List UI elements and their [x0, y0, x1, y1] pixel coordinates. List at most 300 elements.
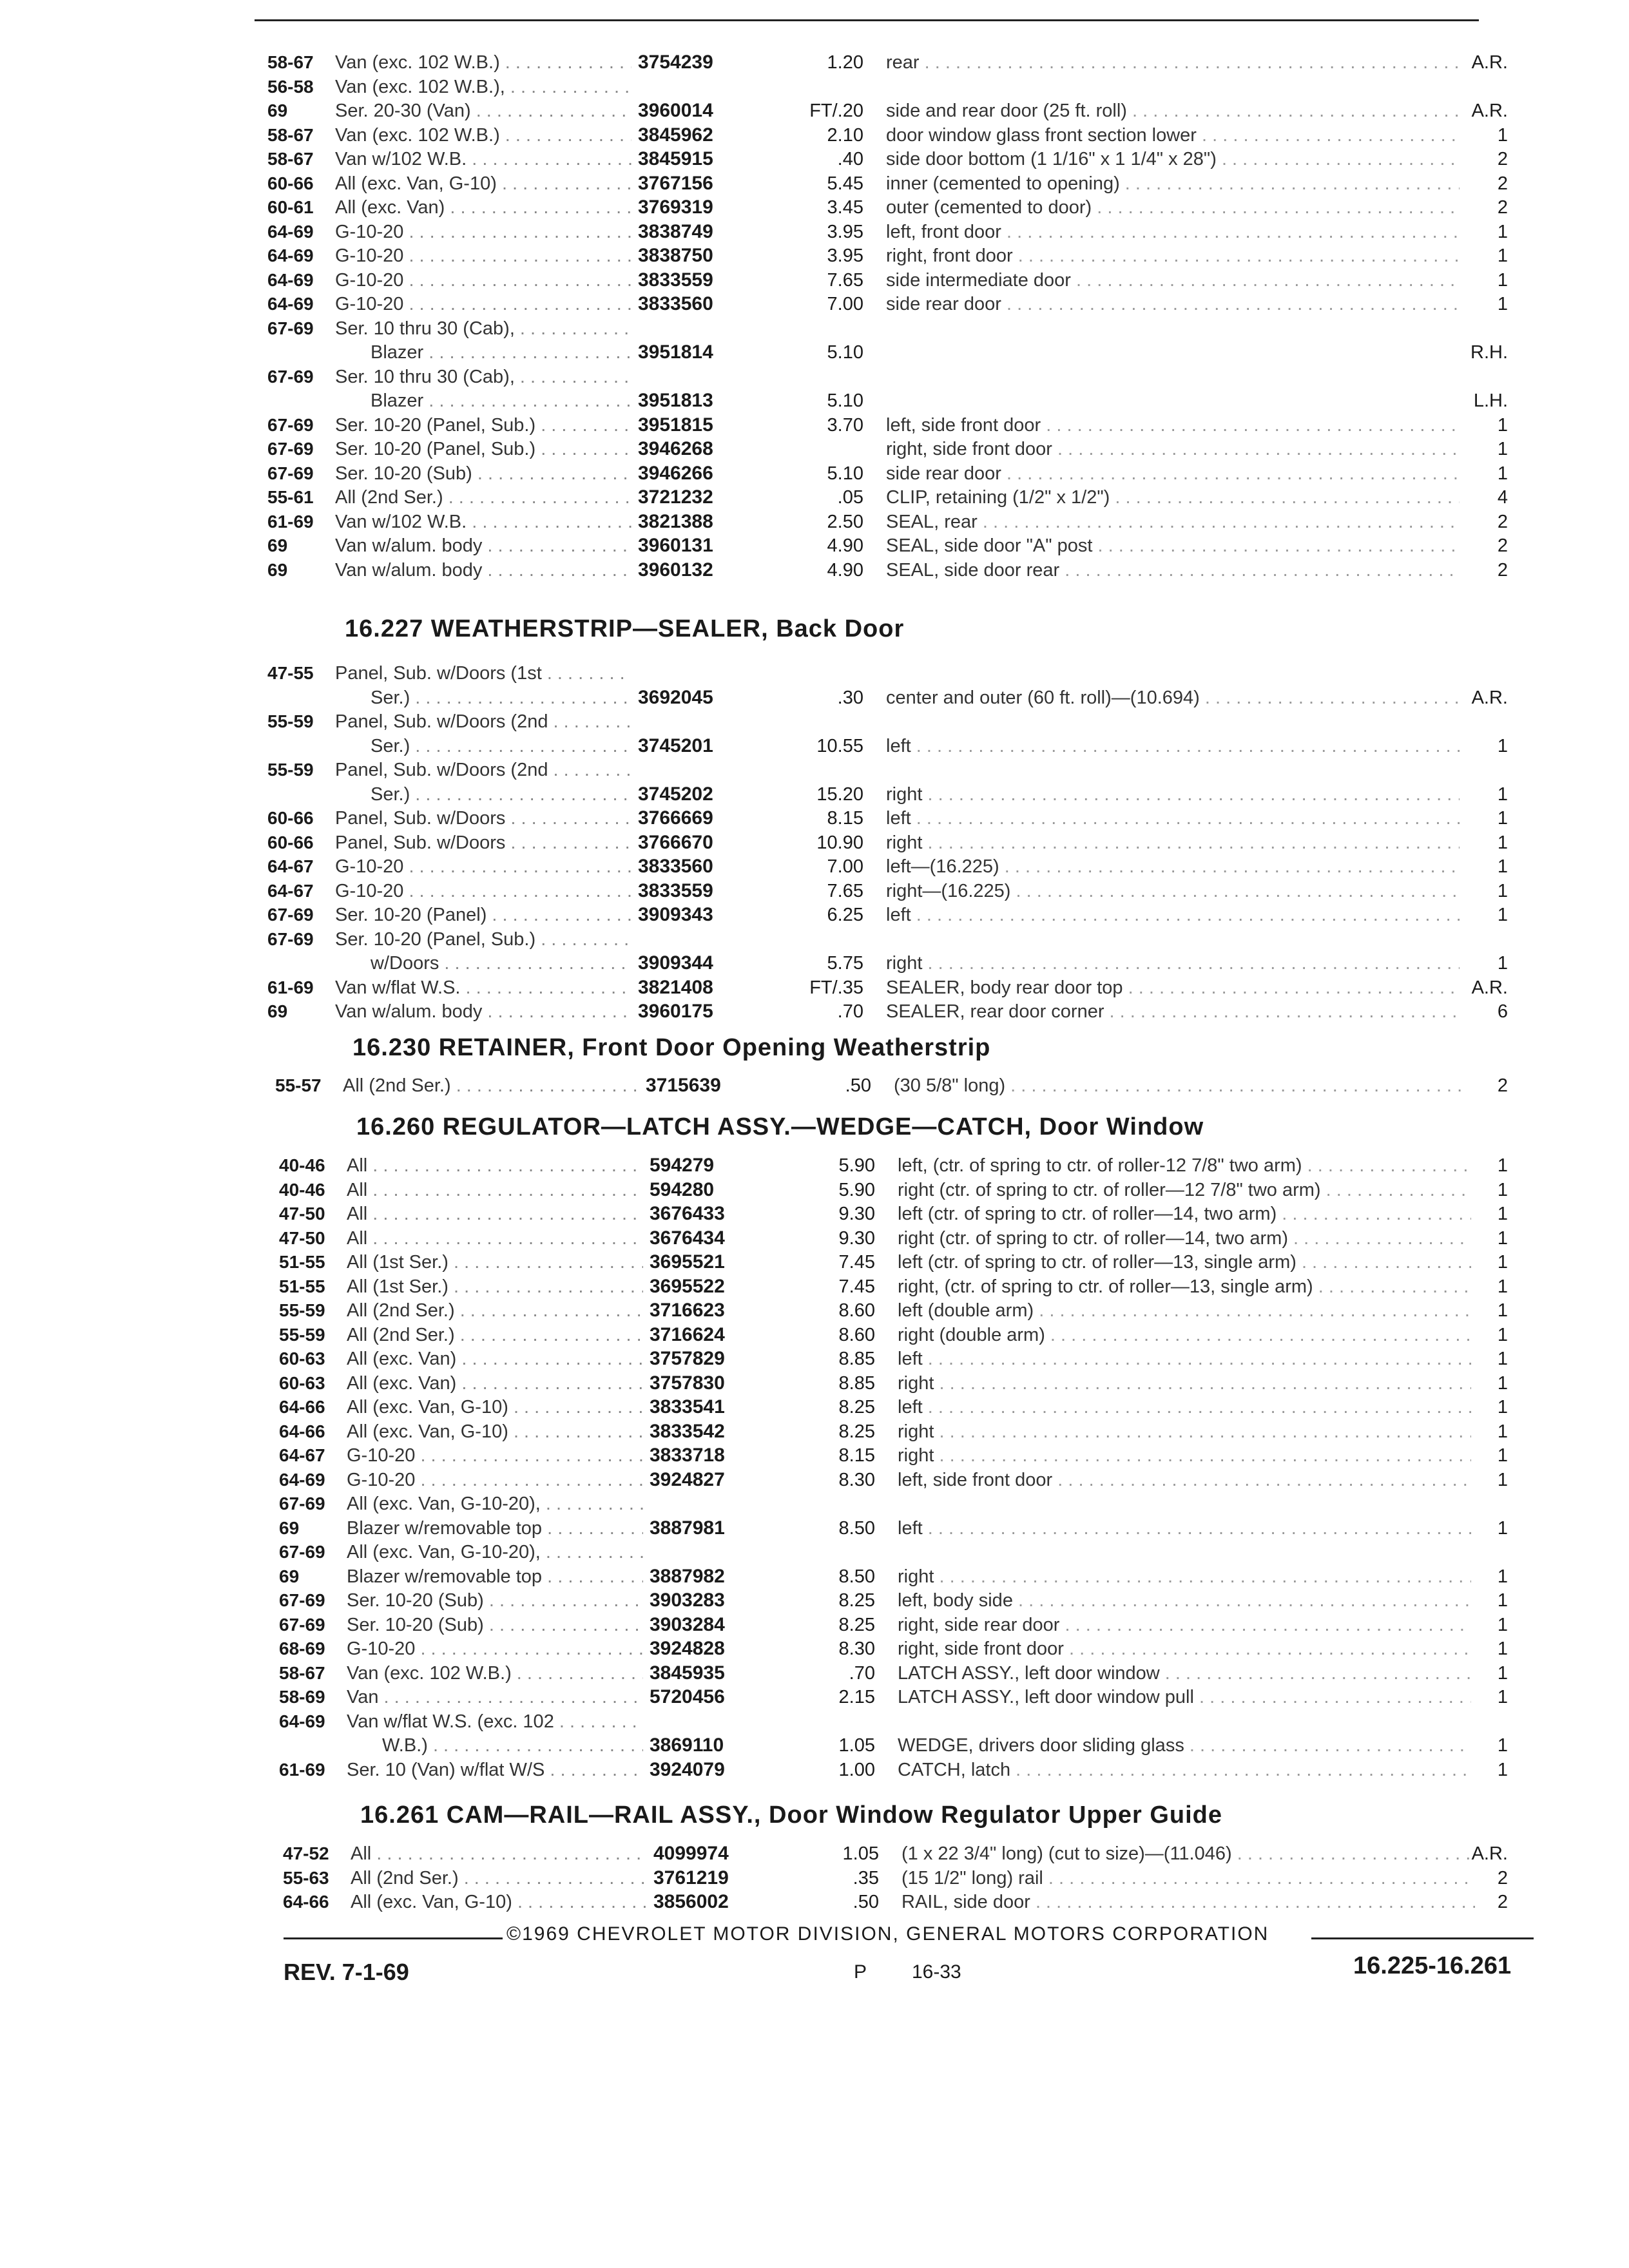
table-row	[0, 783, 1547, 805]
part-number: 3754239	[638, 52, 713, 73]
quantity: 1	[1497, 808, 1508, 829]
year-range: 67-69	[267, 415, 314, 435]
model-application: Panel, Sub. w/Doors . . .	[335, 832, 631, 854]
part-number: 3821388	[638, 511, 713, 532]
model-application: All (1st Ser.) . . .	[347, 1251, 643, 1273]
model-application: All (exc. Van, G-10) . . .	[347, 1421, 643, 1443]
table-row	[0, 1711, 1547, 1733]
model-application: Ser. 10-20 (Panel, Sub.) . . .	[335, 928, 631, 950]
year-range: 47-50	[279, 1204, 325, 1224]
list-price: 8.85	[838, 1349, 875, 1369]
part-description: left (ctr. of spring to ctr. of roller—13, single arm) . . .	[898, 1251, 1471, 1273]
list-price: .35	[853, 1868, 879, 1888]
part-number: 3769319	[638, 197, 713, 218]
part-number: 3745202	[638, 783, 713, 805]
table-row	[0, 486, 1547, 508]
table-row	[0, 1324, 1547, 1346]
part-number: 3960131	[638, 535, 713, 556]
list-price: 7.45	[838, 1252, 875, 1273]
table-row	[0, 1421, 1547, 1443]
model-application: Van w/alum. body . . .	[335, 1001, 631, 1023]
part-number: 4099974	[653, 1843, 729, 1864]
quantity: 1	[1497, 953, 1508, 974]
part-description: left, side front door . . .	[898, 1469, 1471, 1491]
list-price: 5.75	[827, 953, 863, 974]
year-range: 55-59	[279, 1300, 325, 1320]
list-price: 5.45	[827, 173, 863, 194]
part-description: left . . .	[898, 1348, 1471, 1370]
footer-rule-left	[284, 1937, 503, 1939]
part-number: 3887981	[650, 1517, 725, 1539]
table-row	[0, 1493, 1547, 1515]
model-application: All (2nd Ser.) . . .	[351, 1867, 647, 1889]
model-application: All (2nd Ser.) . . .	[343, 1075, 639, 1097]
list-price: .70	[837, 1001, 863, 1022]
table-row	[0, 687, 1547, 709]
year-range: 55-63	[283, 1868, 329, 1888]
table-row	[0, 390, 1547, 412]
part-number: 3845915	[638, 148, 713, 169]
part-description: WEDGE, drivers door sliding glass . . .	[898, 1735, 1471, 1756]
part-number: 5720456	[650, 1686, 725, 1707]
quantity: R.H.	[1470, 342, 1508, 363]
table-row	[0, 245, 1547, 267]
part-description: right, (ctr. of spring to ctr. of roller—13, single arm) . . .	[898, 1276, 1471, 1298]
list-price: 10.55	[816, 736, 863, 756]
model-application: G-10-20 . . .	[335, 293, 631, 315]
year-range: 40-46	[279, 1155, 325, 1175]
part-description: right, side front door . . .	[886, 438, 1460, 460]
year-range: 69	[267, 560, 288, 580]
model-application: All . . .	[347, 1155, 643, 1177]
quantity: 2	[1497, 560, 1508, 581]
quantity: A.R.	[1471, 101, 1508, 121]
part-number: 3676434	[650, 1227, 725, 1249]
table-row	[0, 928, 1547, 950]
quantity: L.H.	[1473, 390, 1508, 411]
part-description: RAIL, side door . . .	[901, 1891, 1475, 1913]
list-price: 4.90	[827, 560, 863, 581]
quantity: A.R.	[1471, 687, 1508, 708]
year-range: 60-66	[267, 808, 314, 828]
table-row	[0, 1566, 1547, 1588]
page-letter: P	[854, 1961, 867, 1983]
table-row	[0, 1348, 1547, 1370]
quantity: 1	[1497, 245, 1508, 266]
year-range: 51-55	[279, 1252, 325, 1272]
part-number: 3833542	[650, 1421, 725, 1442]
quantity: A.R.	[1471, 1843, 1508, 1864]
table-row	[0, 1445, 1547, 1466]
quantity: 4	[1497, 487, 1508, 508]
year-range: 60-63	[279, 1349, 325, 1369]
quantity: 1	[1497, 1397, 1508, 1418]
quantity: 1	[1497, 1663, 1508, 1684]
top-rule	[255, 19, 1479, 21]
year-range: 64-67	[267, 881, 314, 901]
year-range: 55-59	[279, 1325, 325, 1345]
part-description: (30 5/8" long) . . .	[894, 1075, 1467, 1097]
part-description: left . . .	[886, 735, 1460, 757]
part-description: inner (cemented to opening) . . .	[886, 173, 1460, 195]
year-range: 58-69	[279, 1687, 325, 1707]
list-price: 9.30	[838, 1228, 875, 1249]
quantity: 1	[1497, 1639, 1508, 1659]
part-description: LATCH ASSY., left door window . . .	[898, 1662, 1471, 1684]
part-number: 3951815	[638, 414, 713, 436]
list-price: .70	[849, 1663, 875, 1684]
part-description: left . . .	[898, 1517, 1471, 1539]
year-range: 67-69	[267, 318, 314, 338]
list-price: .30	[837, 687, 863, 708]
part-description: SEAL, side door rear . . .	[886, 559, 1460, 581]
model-application: W.B.) . . .	[382, 1735, 643, 1756]
quantity: A.R.	[1471, 52, 1508, 73]
quantity: 6	[1497, 1001, 1508, 1022]
list-price: 9.30	[838, 1204, 875, 1224]
part-number: 3761219	[653, 1867, 729, 1888]
list-price: 1.05	[842, 1843, 879, 1864]
list-price: 5.90	[838, 1155, 875, 1176]
table-row	[0, 662, 1547, 684]
table-row	[0, 559, 1547, 581]
part-description: side intermediate door . . .	[886, 269, 1460, 291]
model-application: Ser. 10-20 (Sub) . . .	[347, 1590, 643, 1611]
part-description: SEAL, rear . . .	[886, 511, 1460, 533]
year-range: 64-66	[283, 1892, 329, 1912]
quantity: 1	[1497, 415, 1508, 436]
part-description: left . . .	[886, 807, 1460, 829]
year-range: 69	[267, 535, 288, 555]
model-application: Ser.) . . .	[371, 735, 631, 757]
list-price: 4.90	[827, 535, 863, 556]
list-price: 8.30	[838, 1470, 875, 1490]
list-price: 3.45	[827, 197, 863, 218]
year-range: 55-59	[267, 711, 314, 731]
list-price: 2.15	[838, 1687, 875, 1707]
part-number: 3960014	[638, 100, 713, 121]
quantity: 1	[1497, 1615, 1508, 1635]
year-range: 67-69	[267, 439, 314, 459]
quantity: 1	[1497, 463, 1508, 484]
list-price: 8.60	[838, 1325, 875, 1345]
model-application: Ser. 10-20 (Sub) . . .	[347, 1614, 643, 1636]
quantity: 1	[1497, 294, 1508, 314]
model-application: Ser. 10 thru 30 (Cab), . . .	[335, 318, 631, 340]
quantity: 2	[1497, 173, 1508, 194]
table-row	[0, 880, 1547, 902]
model-application: Ser. 10-20 (Panel, Sub.) . . .	[335, 438, 631, 460]
table-row	[0, 1735, 1547, 1756]
table-row	[0, 1517, 1547, 1539]
year-range: 61-69	[267, 977, 314, 997]
section-heading: 16.260 REGULATOR—LATCH ASSY.—WEDGE—CATCH, Door Window	[356, 1113, 1204, 1140]
table-row	[0, 148, 1547, 170]
list-price: 8.25	[838, 1615, 875, 1635]
part-number: 3951813	[638, 390, 713, 411]
model-application: Van (exc. 102 W.B.), . . .	[335, 76, 631, 98]
part-description: left (double arm) . . .	[898, 1300, 1471, 1321]
table-row	[0, 1396, 1547, 1418]
part-description: left—(16.225) . . .	[886, 856, 1460, 878]
table-row	[0, 535, 1547, 557]
part-description: door window glass front section lower . . .	[886, 124, 1460, 146]
model-application: All . . .	[347, 1203, 643, 1225]
table-row	[0, 100, 1547, 122]
model-application: w/Doors . . .	[371, 952, 631, 974]
model-application: G-10-20 . . .	[335, 245, 631, 267]
quantity: 2	[1497, 1868, 1508, 1888]
year-range: 58-67	[267, 125, 314, 145]
year-range: 67-69	[279, 1542, 325, 1562]
year-range: 69	[267, 1001, 288, 1021]
part-description: outer (cemented to door) . . .	[886, 197, 1460, 218]
part-number: 3757829	[650, 1348, 725, 1369]
part-number: 3695522	[650, 1276, 725, 1297]
table-row	[0, 1251, 1547, 1273]
year-range: 58-67	[279, 1663, 325, 1683]
quantity: 1	[1497, 1300, 1508, 1321]
year-range: 67-69	[267, 367, 314, 387]
quantity: 2	[1497, 149, 1508, 169]
model-application: Ser. 10-20 (Sub) . . .	[335, 463, 631, 485]
model-application: G-10-20 . . .	[347, 1469, 643, 1491]
model-application: Blazer w/removable top . . .	[347, 1566, 643, 1588]
model-application: Panel, Sub. w/Doors . . .	[335, 807, 631, 829]
table-row	[0, 1759, 1547, 1781]
quantity: 1	[1497, 784, 1508, 805]
table-row	[0, 952, 1547, 974]
part-description: left, (ctr. of spring to ctr. of roller-12 7/8" two arm) . . .	[898, 1155, 1471, 1177]
part-description: right . . .	[898, 1372, 1471, 1394]
quantity: 1	[1497, 1228, 1508, 1249]
section-heading: 16.261 CAM—RAIL—RAIL ASSY., Door Window Regulator Upper Guide	[360, 1802, 1223, 1829]
list-price: 8.30	[838, 1639, 875, 1659]
year-range: 58-67	[267, 52, 314, 72]
model-application: Van w/102 W.B. . . .	[335, 511, 631, 533]
model-application: Blazer . . .	[371, 390, 631, 412]
year-range: 64-67	[279, 1445, 325, 1465]
year-range: 55-59	[267, 760, 314, 780]
table-row	[0, 197, 1547, 218]
table-row	[0, 1300, 1547, 1321]
list-price: 5.10	[827, 463, 863, 484]
quantity: 1	[1497, 1590, 1508, 1611]
table-row	[0, 1075, 1547, 1097]
section-range: 16.225-16.261	[1353, 1952, 1512, 1979]
model-application: G-10-20 . . .	[335, 856, 631, 878]
part-number: 3676433	[650, 1203, 725, 1224]
year-range: 64-67	[267, 856, 314, 876]
part-description: left (ctr. of spring to ctr. of roller—14, two arm) . . .	[898, 1203, 1471, 1225]
table-row	[0, 463, 1547, 485]
footer-rule-right	[1311, 1937, 1534, 1939]
part-description: SEALER, rear door corner . . .	[886, 1001, 1460, 1023]
part-number: 3833541	[650, 1396, 725, 1418]
year-range: 69	[267, 101, 288, 120]
part-description: side rear door . . .	[886, 463, 1460, 485]
part-number: 3833560	[638, 856, 713, 877]
part-number: 3924828	[650, 1638, 725, 1659]
part-number: 3903284	[650, 1614, 725, 1635]
quantity: 1	[1497, 1252, 1508, 1273]
model-application: Panel, Sub. w/Doors (1st . . .	[335, 662, 631, 684]
list-price: 3.95	[827, 222, 863, 242]
year-range: 40-46	[279, 1180, 325, 1200]
list-price: 5.90	[838, 1180, 875, 1200]
year-range: 67-69	[267, 463, 314, 483]
list-price: 10.90	[816, 832, 863, 853]
list-price: 8.50	[838, 1566, 875, 1587]
part-number: 3766669	[638, 807, 713, 829]
year-range: 68-69	[279, 1639, 325, 1658]
list-price: 7.00	[827, 294, 863, 314]
quantity: 1	[1497, 439, 1508, 459]
model-application: Ser.) . . .	[371, 687, 631, 709]
list-price: 8.50	[838, 1518, 875, 1539]
list-price: 8.15	[838, 1445, 875, 1466]
part-description: left, front door . . .	[886, 221, 1460, 243]
year-range: 61-69	[267, 512, 314, 532]
quantity: 1	[1497, 1155, 1508, 1176]
part-description: right (ctr. of spring to ctr. of roller—14, two arm) . . .	[898, 1227, 1471, 1249]
table-row	[0, 711, 1547, 733]
quantity: 2	[1497, 535, 1508, 556]
list-price: 8.25	[838, 1590, 875, 1611]
year-range: 67-69	[279, 1590, 325, 1610]
part-description: right . . .	[898, 1566, 1471, 1588]
model-application: All (exc. Van) . . .	[347, 1372, 643, 1394]
quantity: 1	[1497, 270, 1508, 291]
part-description: SEAL, side door "A" post . . .	[886, 535, 1460, 557]
page-number: 16-33	[912, 1961, 961, 1983]
copyright-line: ©1969 CHEVROLET MOTOR DIVISION, GENERAL MOTORS CORPORATION	[506, 1923, 1269, 1945]
year-range: 67-69	[267, 905, 314, 925]
section-heading: 16.227 WEATHERSTRIP—SEALER, Back Door	[345, 615, 905, 642]
model-application: G-10-20 . . .	[347, 1638, 643, 1660]
quantity: 2	[1497, 512, 1508, 532]
list-price: .50	[845, 1075, 871, 1096]
quantity: 1	[1497, 881, 1508, 901]
part-description: right, front door . . .	[886, 245, 1460, 267]
part-description: LATCH ASSY., left door window pull . . .	[898, 1686, 1471, 1708]
table-row	[0, 807, 1547, 829]
year-range: 58-67	[267, 149, 314, 169]
model-application: Van (exc. 102 W.B.) . . .	[347, 1662, 643, 1684]
year-range: 60-61	[267, 197, 314, 217]
table-row	[0, 318, 1547, 340]
table-row	[0, 76, 1547, 98]
model-application: All (2nd Ser.) . . .	[335, 486, 631, 508]
year-range: 51-55	[279, 1276, 325, 1296]
model-application: G-10-20 . . .	[347, 1445, 643, 1466]
part-description: right . . .	[898, 1421, 1471, 1443]
table-row	[0, 1469, 1547, 1491]
list-price: 1.05	[838, 1735, 875, 1756]
part-number: 3903283	[650, 1590, 725, 1611]
model-application: Ser. 10 thru 30 (Cab), . . .	[335, 366, 631, 388]
quantity: 2	[1497, 1892, 1508, 1912]
year-range: 47-55	[267, 663, 314, 683]
list-price: 8.85	[838, 1373, 875, 1394]
model-application: Van w/102 W.B. . . .	[335, 148, 631, 170]
model-application: Van (exc. 102 W.B.) . . .	[335, 52, 631, 73]
table-row	[0, 293, 1547, 315]
part-number: 3946268	[638, 438, 713, 459]
list-price: .50	[853, 1892, 879, 1912]
year-range: 64-69	[279, 1470, 325, 1490]
year-range: 47-52	[283, 1843, 329, 1863]
table-row	[0, 341, 1547, 363]
part-number: 3924079	[650, 1759, 725, 1780]
table-row	[0, 1155, 1547, 1177]
model-application: Van . . .	[347, 1686, 643, 1708]
list-price: 7.00	[827, 856, 863, 877]
table-row	[0, 1541, 1547, 1563]
year-range: 61-69	[279, 1760, 325, 1780]
part-number: 3821408	[638, 977, 713, 998]
part-description: side and rear door (25 ft. roll) . . .	[886, 100, 1460, 122]
part-number: 3757830	[650, 1372, 725, 1394]
year-range: 55-57	[275, 1075, 322, 1095]
year-range: 64-66	[279, 1421, 325, 1441]
table-row	[0, 438, 1547, 460]
part-number: 3716623	[650, 1300, 725, 1321]
list-price: 7.45	[838, 1276, 875, 1297]
quantity: 2	[1497, 1075, 1508, 1096]
part-description: (15 1/2" long) rail . . .	[901, 1867, 1475, 1889]
part-description: side door bottom (1 1/16" x 1 1/4" x 28") . . .	[886, 148, 1460, 170]
table-row	[0, 1662, 1547, 1684]
list-price: 7.65	[827, 881, 863, 901]
table-row	[0, 124, 1547, 146]
part-description: right . . .	[886, 783, 1460, 805]
model-application: All . . .	[347, 1227, 643, 1249]
quantity: 1	[1497, 1204, 1508, 1224]
part-description: right (double arm) . . .	[898, 1324, 1471, 1346]
model-application: Ser. 10-20 (Panel, Sub.) . . .	[335, 414, 631, 436]
quantity: 1	[1497, 736, 1508, 756]
table-row	[0, 511, 1547, 533]
model-application: Van w/alum. body . . .	[335, 535, 631, 557]
list-price: 3.95	[827, 245, 863, 266]
table-row	[0, 856, 1547, 878]
year-range: 64-69	[267, 294, 314, 314]
part-number: 3721232	[638, 486, 713, 508]
year-range: 67-69	[279, 1615, 325, 1635]
model-application: Van w/flat W.S. (exc. 102 . . .	[347, 1711, 643, 1733]
part-number: 3833718	[650, 1445, 725, 1466]
quantity: 1	[1497, 125, 1508, 146]
table-row	[0, 759, 1547, 781]
quantity: 1	[1497, 832, 1508, 853]
model-application: G-10-20 . . .	[335, 221, 631, 243]
part-description: right . . .	[886, 952, 1460, 974]
year-range: 64-69	[279, 1711, 325, 1731]
table-row	[0, 977, 1547, 999]
part-number: 3951814	[638, 341, 713, 363]
quantity: 1	[1497, 1445, 1508, 1466]
part-number: 3869110	[650, 1735, 724, 1756]
revision-date: REV. 7-1-69	[284, 1959, 409, 1985]
model-application: All . . .	[347, 1179, 643, 1201]
model-application: All (exc. Van, G-10-20), . . .	[347, 1493, 643, 1515]
part-number: 3715639	[646, 1075, 721, 1096]
model-application: Ser. 10-20 (Panel) . . .	[335, 904, 631, 926]
part-number: 3960175	[638, 1001, 713, 1022]
table-row	[0, 1638, 1547, 1660]
quantity: 1	[1497, 222, 1508, 242]
